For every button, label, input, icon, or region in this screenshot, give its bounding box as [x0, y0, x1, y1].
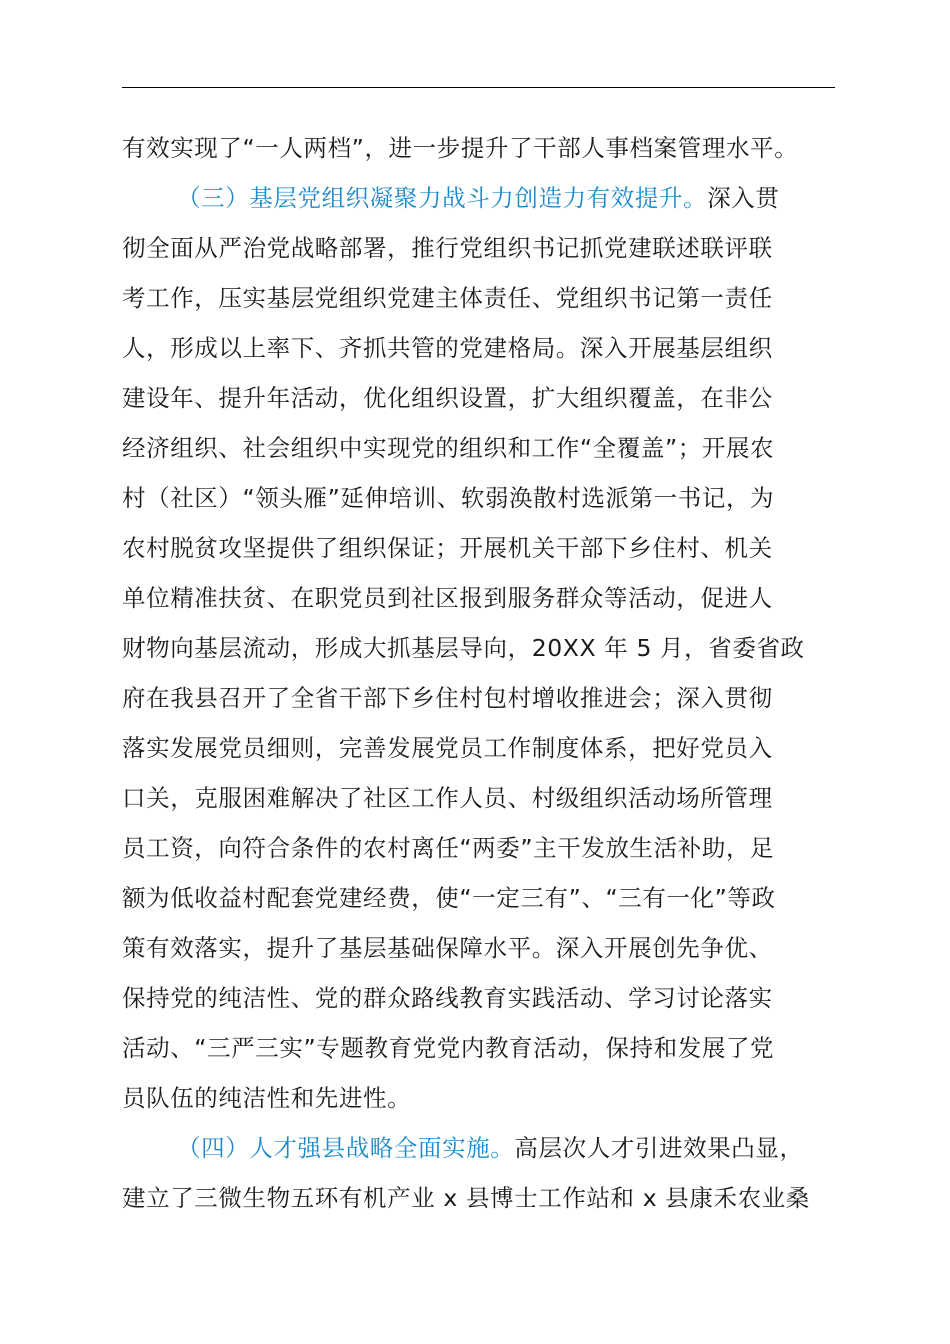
text-line: 口关，克服困难解决了社区工作人员、村级组织活动场所管理	[122, 784, 773, 812]
text-line: 额为低收益村配套党建经费，使“一定三有”、“三有一化”等政	[122, 884, 776, 912]
section-heading-4: （四）人才强县战略全面实施。	[177, 1134, 515, 1162]
section-heading-3: （三）基层党组织凝聚力战斗力创造力有效提升。	[177, 184, 708, 212]
text-line: 员队伍的纯洁性和先进性。	[122, 1084, 412, 1112]
text-line: 彻全面从严治党战略部署，推行党组织书记抓党建联述联评联	[122, 234, 773, 262]
paragraph-first-line	[177, 181, 842, 215]
text-line: 人，形成以上率下、齐抓共管的党建格局。深入开展基层组织	[122, 334, 773, 362]
text-line: 员工资，向符合条件的农村离任“两委”主干发放生活补助，足	[122, 834, 775, 862]
text-line: 单位精准扶贫、在职党员到社区报到服务群众等活动，促进人	[122, 584, 773, 612]
text-line: 有效实现了“一人两档”，进一步提升了干部人事档案管理水平。	[122, 134, 799, 162]
text-span: 深入贯	[707, 184, 780, 212]
header-rule	[122, 87, 835, 88]
text-line: 策有效落实，提升了基层基础保障水平。深入开展创先争优、	[122, 934, 773, 962]
text-line: 府在我县召开了全省干部下乡住村包村增收推进会；深入贯彻	[122, 684, 773, 712]
text-span: 高层次人才引进效果凸显，	[514, 1134, 804, 1162]
paragraph-first-line	[177, 1131, 842, 1165]
text-line: 村（社区）“领头雁”延伸培训、软弱涣散村选派第一书记，为	[122, 484, 775, 512]
text-line: 考工作，压实基层党组织党建主体责任、党组织书记第一责任	[122, 284, 773, 312]
text-line: 农村脱贫攻坚提供了组织保证；开展机关干部下乡住村、机关	[122, 534, 773, 562]
text-line: 建设年、提升年活动，优化组织设置，扩大组织覆盖，在非公	[122, 384, 773, 412]
text-line: 财物向基层流动，形成大抓基层导向，20XX 年 5 月，省委省政	[122, 634, 805, 662]
text-line: 活动、“三严三实”专题教育党党内教育活动，保持和发展了党	[122, 1034, 775, 1062]
text-line: 建立了三微生物五环有机产业 x 县博士工作站和 x 县康禾农业桑	[122, 1184, 810, 1212]
text-line: 落实发展党员细则，完善发展党员工作制度体系，把好党员入	[122, 734, 773, 762]
text-line: 保持党的纯洁性、党的群众路线教育实践活动、学习讨论落实	[122, 984, 773, 1012]
text-line: 经济组织、社会组织中实现党的组织和工作“全覆盖”；开展农	[122, 434, 775, 462]
